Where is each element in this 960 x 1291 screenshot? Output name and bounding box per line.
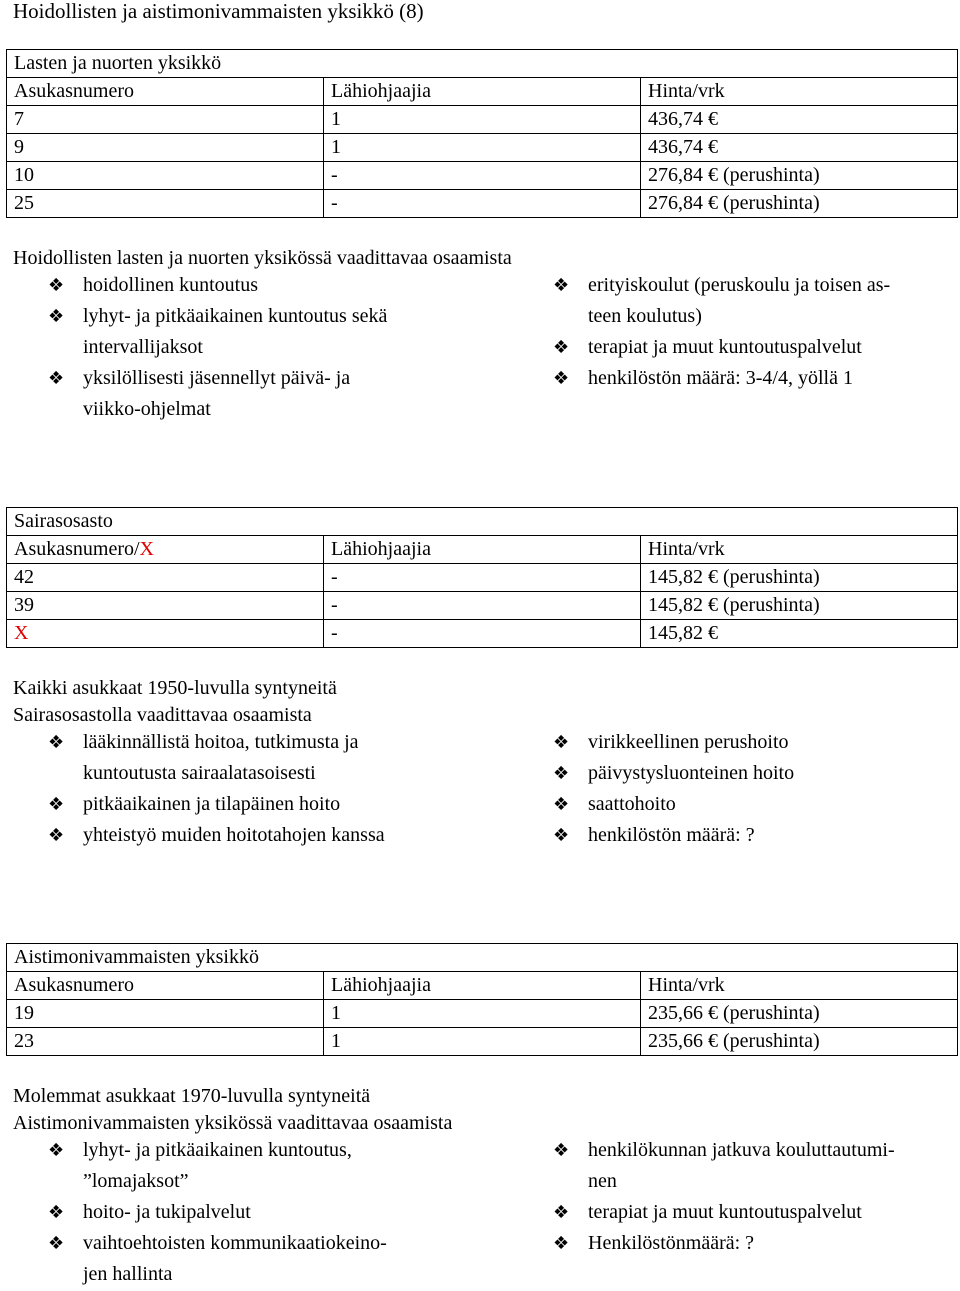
resident-number: 42 [7, 564, 324, 592]
bullet-icon: ❖ [553, 732, 570, 753]
bullet-icon: ❖ [553, 275, 570, 296]
column-header-resident: Asukasnumero/X [7, 536, 324, 564]
residents-note: Kaikki asukkaat 1950-luvulla syntyneitä [13, 677, 337, 699]
skills-list-right [553, 727, 953, 851]
resident-number: 19 [7, 1000, 324, 1028]
skills-list-left [48, 1135, 518, 1290]
list-item: ❖ vaihtoehtoisten kommunikaatiokeino- jen hallinta [48, 1228, 518, 1290]
list-item: ❖ terapiat ja muut kuntoutuspalvelut [553, 332, 953, 363]
resident-number: X [7, 620, 324, 648]
resident-number: 23 [7, 1028, 324, 1056]
skills-heading: Sairasosastolla vaadittavaa osaamista [13, 704, 312, 726]
daily-price: 235,66 € (perushinta) [641, 1000, 958, 1028]
daily-price: 276,84 € (perushinta) [641, 162, 958, 190]
staff-count: 1 [324, 134, 641, 162]
table-row [7, 564, 958, 592]
list-item: ❖ henkilökunnan jatkuva kouluttautumi- nen [553, 1135, 953, 1197]
bullet-icon: ❖ [48, 794, 65, 815]
bullet-icon: ❖ [48, 275, 65, 296]
list-item: ❖ päivystysluonteinen hoito [553, 758, 953, 789]
table-row [7, 190, 958, 218]
daily-price: 145,82 € (perushinta) [641, 592, 958, 620]
table-row [7, 134, 958, 162]
table-row [7, 162, 958, 190]
column-header-staff: Lähiohjaajia [324, 78, 641, 106]
daily-price: 235,66 € (perushinta) [641, 1028, 958, 1056]
bullet-icon: ❖ [48, 732, 65, 753]
skills-list-right [553, 1135, 953, 1259]
table-header-row [7, 972, 958, 1000]
resident-number: 7 [7, 106, 324, 134]
staff-count: - [324, 592, 641, 620]
bullet-icon: ❖ [553, 368, 570, 389]
bullet-icon: ❖ [48, 1140, 65, 1161]
table-header-row [7, 536, 958, 564]
list-item: ❖ erityiskoulut (peruskoulu ja toisen as- teen koulutus) [553, 270, 953, 332]
list-item: ❖ lääkinnällistä hoitoa, tutkimusta ja kuntoutusta sairaalatasoisesti [48, 727, 518, 789]
list-item: ❖ henkilöstön määrä: ? [553, 820, 953, 851]
resident-number: 9 [7, 134, 324, 162]
list-item: ❖ saattohoito [553, 789, 953, 820]
daily-price: 436,74 € [641, 106, 958, 134]
list-item: ❖ yhteistyö muiden hoitotahojen kanssa [48, 820, 518, 851]
table-row [7, 1028, 958, 1056]
staff-count: 1 [324, 1028, 641, 1056]
list-item: ❖ virikkeellinen perushoito [553, 727, 953, 758]
table-unit-row [7, 508, 958, 536]
bullet-icon: ❖ [553, 1202, 570, 1223]
daily-price: 436,74 € [641, 134, 958, 162]
table-row [7, 106, 958, 134]
skills-list-left [48, 270, 518, 425]
children-unit-table [6, 49, 958, 218]
staff-count: 1 [324, 106, 641, 134]
bullet-icon: ❖ [553, 763, 570, 784]
table-unit-row [7, 944, 958, 972]
unit-name: Sairasosasto [7, 508, 958, 536]
column-header-price: Hinta/vrk [641, 972, 958, 1000]
table-header-row [7, 78, 958, 106]
residents-note: Molemmat asukkaat 1970-luvulla syntyneitä [13, 1085, 371, 1107]
skills-heading: Hoidollisten lasten ja nuorten yksikössä vaadittavaa osaamista [13, 247, 512, 269]
table-unit-row [7, 50, 958, 78]
resident-number: 39 [7, 592, 324, 620]
skills-heading: Aistimonivammaisten yksikössä vaadittavaa osaamista [13, 1112, 453, 1134]
list-item: ❖ yksilöllisesti jäsennellyt päivä- ja viikko-ohjelmat [48, 363, 518, 425]
unit-name: Lasten ja nuorten yksikkö [7, 50, 958, 78]
table-row [7, 592, 958, 620]
list-item: ❖ lyhyt- ja pitkäaikainen kuntoutus, ”lomajaksot” [48, 1135, 518, 1197]
list-item: ❖ lyhyt- ja pitkäaikainen kuntoutus sekä intervallijaksot [48, 301, 518, 363]
list-item: ❖ hoidollinen kuntoutus [48, 270, 518, 301]
daily-price: 276,84 € (perushinta) [641, 190, 958, 218]
bullet-icon: ❖ [553, 825, 570, 846]
bullet-icon: ❖ [553, 1233, 570, 1254]
list-item: ❖ terapiat ja muut kuntoutuspalvelut [553, 1197, 953, 1228]
staff-count: - [324, 190, 641, 218]
column-header-price: Hinta/vrk [641, 536, 958, 564]
staff-count: - [324, 620, 641, 648]
hospital-ward-table [6, 507, 958, 648]
bullet-icon: ❖ [553, 337, 570, 358]
skills-list-right [553, 270, 953, 394]
staff-count: 1 [324, 1000, 641, 1028]
resident-number: 10 [7, 162, 324, 190]
column-header-staff: Lähiohjaajia [324, 972, 641, 1000]
page-title: Hoidollisten ja aistimonivammaisten yksikkö (8) [13, 0, 424, 23]
daily-price: 145,82 € [641, 620, 958, 648]
column-header-resident: Asukasnumero [7, 972, 324, 1000]
bullet-icon: ❖ [48, 825, 65, 846]
list-item: ❖ hoito- ja tukipalvelut [48, 1197, 518, 1228]
bullet-icon: ❖ [48, 368, 65, 389]
list-item: ❖ Henkilöstönmäärä: ? [553, 1228, 953, 1259]
bullet-icon: ❖ [48, 1233, 65, 1254]
bullet-icon: ❖ [48, 1202, 65, 1223]
bullet-icon: ❖ [553, 794, 570, 815]
sensory-unit-table [6, 943, 958, 1056]
staff-count: - [324, 564, 641, 592]
staff-count: - [324, 162, 641, 190]
column-header-price: Hinta/vrk [641, 78, 958, 106]
table-row [7, 1000, 958, 1028]
table-row [7, 620, 958, 648]
column-header-resident: Asukasnumero [7, 78, 324, 106]
list-item: ❖ pitkäaikainen ja tilapäinen hoito [48, 789, 518, 820]
bullet-icon: ❖ [48, 306, 65, 327]
bullet-icon: ❖ [553, 1140, 570, 1161]
resident-number: 25 [7, 190, 324, 218]
column-header-staff: Lähiohjaajia [324, 536, 641, 564]
daily-price: 145,82 € (perushinta) [641, 564, 958, 592]
unit-name: Aistimonivammaisten yksikkö [7, 944, 958, 972]
skills-list-left [48, 727, 518, 851]
list-item: ❖ henkilöstön määrä: 3-4/4, yöllä 1 [553, 363, 953, 394]
